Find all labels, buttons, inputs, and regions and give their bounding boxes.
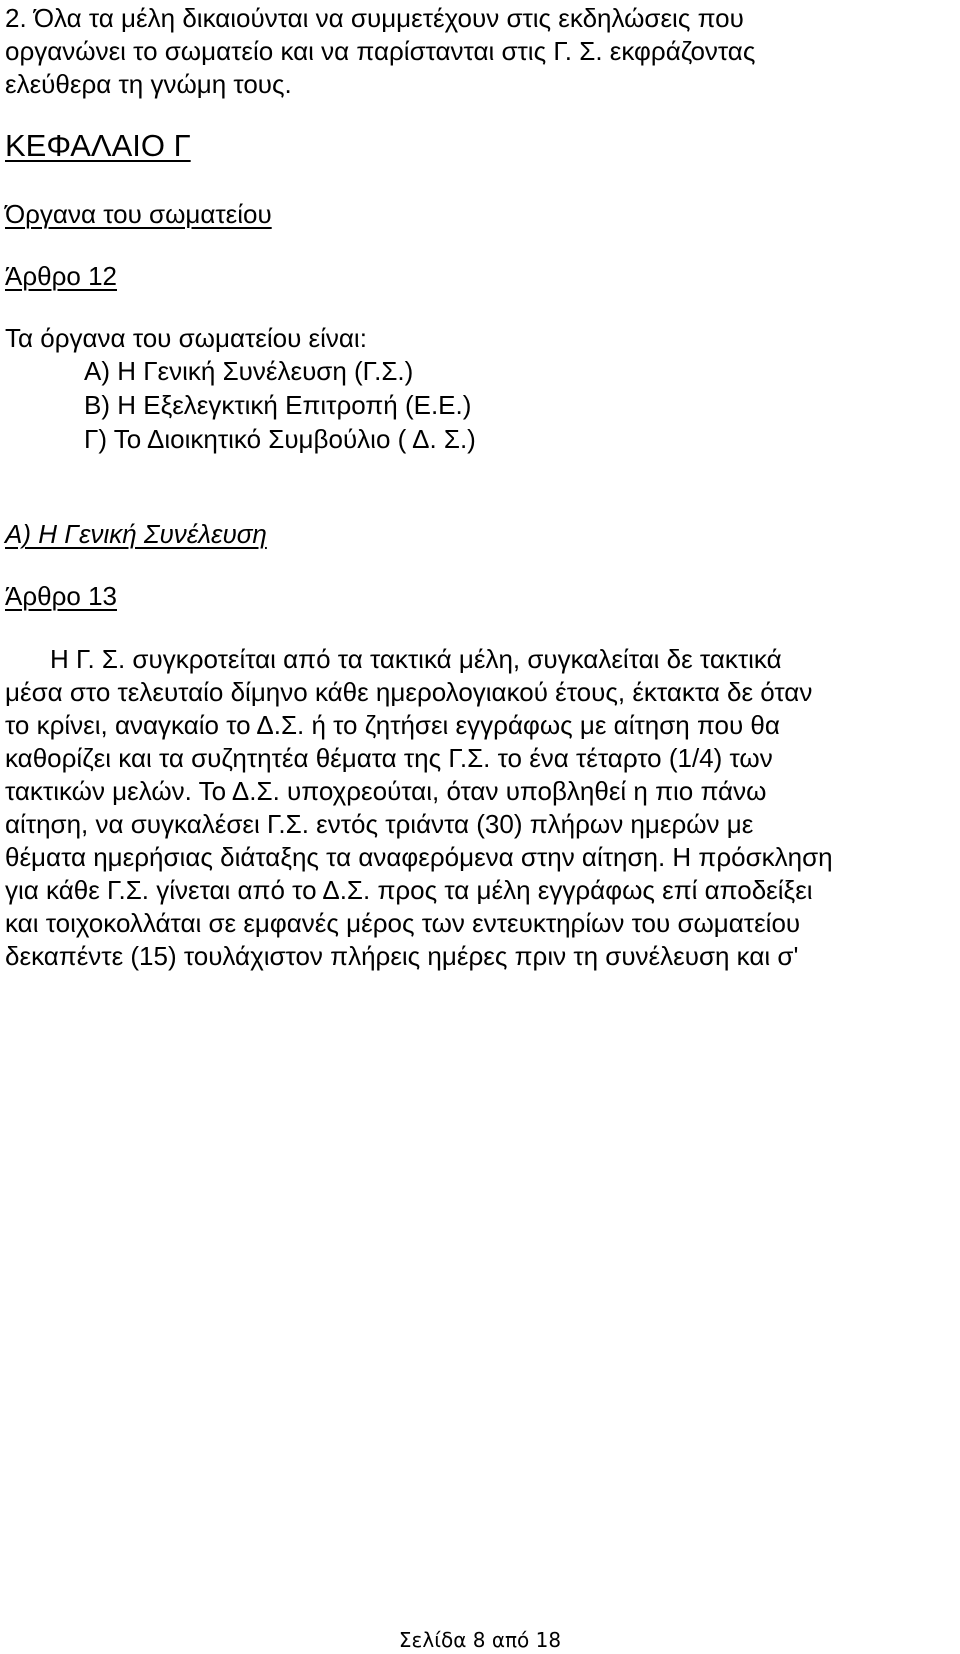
article-13-line-2: μέσα στο τελευταίο δίμηνο κάθε ημερολογιακού έτους, έκτακτα δε όταν [5, 677, 813, 707]
article-12-item-a: Α) Η Γενική Συνέλευση (Γ.Σ.) [84, 356, 414, 386]
article-13-line-9: και τοιχοκολλάται σε εμφανές μέρος των εντευκτηρίων του σωματείου [5, 908, 801, 938]
article-12-intro: Τα όργανα του σωματείου είναι: [5, 323, 367, 353]
article-13-line-10: δεκαπέντε (15) τουλάχιστον πλήρεις ημέρες πριν τη συνέλευση και σ' [5, 941, 799, 971]
article-13-line-8: για κάθε Γ.Σ. γίνεται από το Δ.Σ. προς τα μέλη εγγράφως επί αποδείξει [5, 875, 813, 905]
subsection-title: Α) Η Γενική Συνέλευση [5, 519, 267, 549]
article-13-line-7: θέματα ημερήσιας διάταξης τα αναφερόμενα στην αίτηση. Η πρόσκληση [5, 842, 833, 872]
chapter-title: ΚΕΦΑΛΑΙΟ Γ [5, 128, 191, 163]
article-12-title: Άρθρο 12 [5, 261, 117, 291]
paragraph-2-line-3: ελεύθερα τη γνώμη τους. [5, 69, 292, 99]
article-13-line-4: καθορίζει και τα συζητητέα θέματα της Γ.Σ. το ένα τέταρτο (1/4) των [5, 743, 773, 773]
article-13-line-6: αίτηση, να συγκαλέσει Γ.Σ. εντός τριάντα (30) πλήρων ημερών με [5, 809, 754, 839]
page-footer: Σελίδα 8 από 18 [398, 1628, 562, 1652]
article-13-line-1: Η Γ. Σ. συγκροτείται από τα τακτικά μέλη, συγκαλείται δε τακτικά [50, 644, 782, 674]
article-12-item-c: Γ) Το Διοικητικό Συμβούλιο ( Δ. Σ.) [84, 424, 476, 454]
paragraph-2-line-1: 2. Όλα τα μέλη δικαιούνται να συμμετέχουν στις εκδηλώσεις που [5, 3, 744, 33]
article-13-title: Άρθρο 13 [5, 581, 117, 611]
article-13-line-3: το κρίνει, αναγκαίο το Δ.Σ. ή το ζητήσει εγγράφως με αίτηση που θα [5, 710, 780, 740]
section-title: Όργανα του σωματείου [5, 199, 272, 229]
article-13-line-5: τακτικών μελών. Το Δ.Σ. υποχρεούται, όταν υποβληθεί η πιο πάνω [5, 776, 767, 806]
paragraph-2-line-2: οργανώνει το σωματείο και να παρίστανται στις Γ. Σ. εκφράζοντας [5, 36, 756, 66]
article-12-item-b: Β) Η Εξελεγκτική Επιτροπή (Ε.Ε.) [84, 390, 472, 420]
